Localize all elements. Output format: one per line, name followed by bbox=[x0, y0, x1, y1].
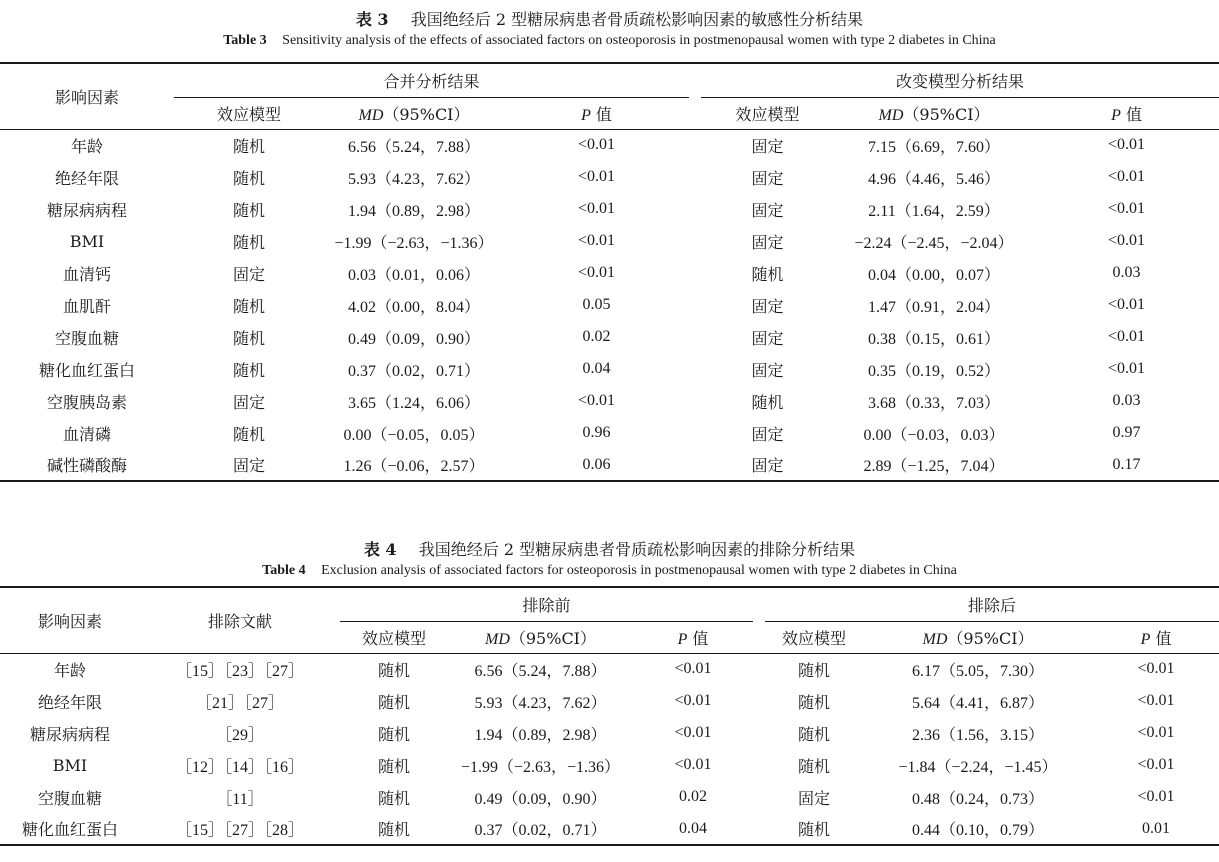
table4-title-cn: 我国绝经后 2 型糖尿病患者骨质疏松影响因素的排除分析结果 bbox=[418, 540, 856, 559]
excluded-refs-cell: ［15］［23］［27］ bbox=[140, 653, 340, 685]
table3-header-model2: 效应模型 bbox=[735, 104, 800, 124]
md-ci-cell: 1.94（0.89，2.98） bbox=[474, 726, 607, 744]
factor-cell: 空腹胰岛素 bbox=[46, 392, 127, 412]
factor-cell: 碱性磷酸酶 bbox=[0, 449, 174, 481]
p-value-cell: <0.01 bbox=[577, 168, 616, 185]
md-ci-cell: 0.44（0.10，0.79） bbox=[863, 813, 1093, 845]
table-row bbox=[0, 257, 1219, 289]
md-ci-cell: 0.38（0.15，0.61） bbox=[868, 330, 1001, 348]
model-cell: 随机 bbox=[798, 756, 831, 776]
factor-cell: 空腹血糖 bbox=[37, 788, 102, 808]
p-value-cell: 0.03 bbox=[1112, 264, 1141, 281]
md-ci-cell: 6.56（5.24，7.88） bbox=[324, 129, 504, 161]
md-ci-cell: −2.24（−2.45，−2.04） bbox=[854, 234, 1014, 252]
md-ci-cell: −1.99（−2.63，−1.36） bbox=[334, 234, 494, 252]
table4-header-md2: MD（95%CI） bbox=[922, 628, 1034, 648]
model-cell: 随机 bbox=[751, 264, 784, 284]
model-cell: 随机 bbox=[751, 392, 784, 412]
md-ci-cell: 0.49（0.09，0.90） bbox=[347, 330, 480, 348]
p-value-cell: <0.01 bbox=[1137, 788, 1175, 805]
table4-number: 表 4 bbox=[363, 540, 397, 559]
p-value-cell: <0.01 bbox=[674, 724, 712, 741]
model-cell: 固定 bbox=[232, 264, 265, 284]
table3-header-factor: 影响因素 bbox=[0, 63, 174, 129]
table3-caption bbox=[0, 10, 1219, 50]
table3-title-en: Sensitivity analysis of the effects of associated factors on osteoporosis in postmenopausal women with type 2 diabetes in China bbox=[282, 33, 996, 48]
p-value-cell: 0.02 bbox=[679, 788, 707, 805]
md-ci-cell: 2.11（1.64，2.59） bbox=[868, 202, 1000, 220]
factor-cell: BMI bbox=[69, 231, 105, 251]
table-row bbox=[0, 749, 1219, 781]
md-ci-cell: 1.94（0.89，2.98） bbox=[347, 202, 480, 220]
md-ci-cell: 0.49（0.09，0.90） bbox=[474, 790, 607, 808]
md-ci-cell: 7.15（6.69，7.60） bbox=[834, 129, 1034, 161]
p-value-cell: <0.01 bbox=[674, 692, 712, 709]
table4-header-model1: 效应模型 bbox=[361, 628, 426, 648]
table4-header-excluded-refs: 排除文献 bbox=[140, 587, 340, 653]
excluded-refs-cell: ［21］［27］ bbox=[195, 694, 284, 712]
table3-header-group1: 合并分析结果 bbox=[174, 63, 689, 97]
model-cell: 随机 bbox=[232, 168, 265, 188]
factor-cell: 绝经年限 bbox=[54, 168, 119, 188]
model-cell: 随机 bbox=[232, 232, 265, 252]
model-cell: 随机 bbox=[765, 653, 863, 685]
factor-cell: 血清钙 bbox=[62, 264, 111, 284]
table4-header-model2: 效应模型 bbox=[782, 628, 847, 648]
table-row bbox=[0, 417, 1219, 449]
p-value-cell: 0.05 bbox=[582, 296, 611, 313]
md-ci-cell: 5.64（4.41，6.87） bbox=[912, 694, 1045, 712]
model-cell: 随机 bbox=[377, 788, 410, 808]
table3-number: 表 3 bbox=[355, 10, 389, 29]
model-cell: 随机 bbox=[340, 653, 448, 685]
model-cell: 固定 bbox=[701, 129, 834, 161]
table-row bbox=[0, 813, 1219, 845]
p-value-cell: <0.01 bbox=[577, 392, 616, 409]
model-cell: 固定 bbox=[751, 168, 784, 188]
md-ci-cell: 2.36（1.56，3.15） bbox=[912, 726, 1045, 744]
table-row bbox=[0, 717, 1219, 749]
model-cell: 固定 bbox=[232, 392, 265, 412]
md-ci-cell: −1.84（−2.24，−1.45） bbox=[898, 758, 1058, 776]
table4-header-p2: P 值 bbox=[1140, 628, 1172, 648]
table-row bbox=[0, 353, 1219, 385]
factor-cell: 空腹血糖 bbox=[54, 328, 119, 348]
table4-caption bbox=[0, 540, 1219, 580]
p-value-cell: <0.01 bbox=[1034, 129, 1219, 161]
table-row bbox=[0, 193, 1219, 225]
model-cell: 随机 bbox=[377, 692, 410, 712]
table4-header-factor: 影响因素 bbox=[0, 587, 140, 653]
table-row bbox=[0, 449, 1219, 481]
md-ci-cell: 0.48（0.24，0.73） bbox=[912, 790, 1045, 808]
md-ci-cell: 5.93（4.23，7.62） bbox=[474, 694, 607, 712]
md-ci-cell: 1.47（0.91，2.04） bbox=[868, 298, 1001, 316]
p-value-cell: <0.01 bbox=[577, 264, 616, 281]
factor-cell: 糖尿病病程 bbox=[29, 724, 110, 744]
p-value-cell: 0.96 bbox=[582, 424, 611, 441]
model-cell: 随机 bbox=[232, 360, 265, 380]
table-row bbox=[0, 385, 1219, 417]
p-value-cell: <0.01 bbox=[1108, 360, 1146, 377]
model-cell: 随机 bbox=[765, 813, 863, 845]
p-value-cell: 0.01 bbox=[1093, 813, 1219, 845]
p-value-cell: <0.01 bbox=[1137, 756, 1175, 773]
model-cell: 固定 bbox=[751, 424, 784, 444]
factor-cell: 血肌酐 bbox=[62, 296, 111, 316]
p-value-cell: <0.01 bbox=[633, 653, 753, 685]
p-value-cell: <0.01 bbox=[577, 200, 616, 217]
model-cell: 固定 bbox=[798, 788, 831, 808]
md-ci-cell: 0.35（0.19，0.52） bbox=[868, 362, 1001, 380]
p-value-cell: <0.01 bbox=[1093, 653, 1219, 685]
p-value-cell: 0.97 bbox=[1112, 424, 1141, 441]
model-cell: 固定 bbox=[751, 200, 784, 220]
factor-cell: 年龄 bbox=[0, 653, 140, 685]
model-cell: 随机 bbox=[232, 200, 265, 220]
p-value-cell: 0.02 bbox=[582, 328, 611, 345]
table-row bbox=[0, 653, 1219, 685]
table4-header-p1: P 值 bbox=[677, 628, 709, 648]
md-ci-cell: 1.26（−0.06，2.57） bbox=[324, 449, 504, 481]
table3-header-p1: P 值 bbox=[581, 104, 612, 124]
model-cell: 固定 bbox=[751, 328, 784, 348]
model-cell: 随机 bbox=[340, 813, 448, 845]
table3-header-md1: MD（95%CI） bbox=[358, 104, 470, 124]
excluded-refs-cell: ［11］ bbox=[216, 790, 264, 808]
table-row bbox=[0, 225, 1219, 257]
table-row bbox=[0, 129, 1219, 161]
table-row bbox=[0, 161, 1219, 193]
model-cell: 随机 bbox=[174, 129, 324, 161]
table3-title-cn: 我国绝经后 2 型糖尿病患者骨质疏松影响因素的敏感性分析结果 bbox=[410, 10, 864, 29]
model-cell: 随机 bbox=[377, 724, 410, 744]
model-cell: 固定 bbox=[751, 296, 784, 316]
md-ci-cell: 6.17（5.05，7.30） bbox=[863, 653, 1093, 685]
table3 bbox=[0, 62, 1219, 482]
factor-cell: 绝经年限 bbox=[37, 692, 102, 712]
md-ci-cell: −1.99（−2.63，−1.36） bbox=[460, 758, 621, 776]
table3-number-en: Table 3 bbox=[223, 33, 267, 48]
table3-header-group2: 改变模型分析结果 bbox=[701, 63, 1219, 97]
md-ci-cell: 0.00（−0.05，0.05） bbox=[343, 426, 485, 444]
md-ci-cell: 2.89（−1.25，7.04） bbox=[834, 449, 1034, 481]
excluded-refs-cell: ［15］［27］［28］ bbox=[140, 813, 340, 845]
model-cell: 随机 bbox=[232, 424, 265, 444]
p-value-cell: <0.01 bbox=[1108, 296, 1146, 313]
md-ci-cell: 4.02（0.00，8.04） bbox=[347, 298, 480, 316]
model-cell: 固定 bbox=[701, 449, 834, 481]
excluded-refs-cell: ［12］［14］［16］ bbox=[175, 758, 304, 776]
table3-header-model1: 效应模型 bbox=[216, 104, 281, 124]
factor-cell: 糖化血红蛋白 bbox=[0, 813, 140, 845]
p-value-cell: <0.01 bbox=[1108, 328, 1146, 345]
factor-cell: 糖尿病病程 bbox=[46, 200, 127, 220]
md-ci-cell: 4.96（4.46，5.46） bbox=[868, 170, 1001, 188]
table4 bbox=[0, 586, 1219, 846]
p-value-cell: <0.01 bbox=[577, 232, 616, 249]
model-cell: 固定 bbox=[174, 449, 324, 481]
factor-cell: 血清磷 bbox=[62, 424, 111, 444]
table-row bbox=[0, 781, 1219, 813]
md-ci-cell: 5.93（4.23，7.62） bbox=[347, 170, 480, 188]
model-cell: 固定 bbox=[751, 232, 784, 252]
table3-header-md2: MD（95%CI） bbox=[878, 104, 990, 124]
md-ci-cell: 0.37（0.02，0.71） bbox=[347, 362, 480, 380]
p-value-cell: <0.01 bbox=[1108, 232, 1146, 249]
factor-cell: 糖化血红蛋白 bbox=[38, 360, 135, 380]
table-row bbox=[0, 321, 1219, 353]
p-value-cell: <0.01 bbox=[1137, 724, 1175, 741]
excluded-refs-cell: ［29］ bbox=[215, 726, 264, 744]
md-ci-cell: 3.68（0.33，7.03） bbox=[868, 394, 1001, 412]
md-ci-cell: 0.04（0.00，0.07） bbox=[868, 266, 1001, 284]
model-cell: 固定 bbox=[751, 360, 784, 380]
table4-title-en: Exclusion analysis of associated factors for osteoporosis in postmenopausal women with type 2 diabetes in China bbox=[321, 563, 957, 578]
model-cell: 随机 bbox=[232, 296, 265, 316]
p-value-cell: <0.01 bbox=[1108, 200, 1146, 217]
model-cell: 随机 bbox=[377, 756, 410, 776]
p-value-cell: 0.06 bbox=[504, 449, 689, 481]
model-cell: 随机 bbox=[232, 328, 265, 348]
md-ci-cell: 3.65（1.24，6.06） bbox=[347, 394, 480, 412]
model-cell: 随机 bbox=[798, 724, 831, 744]
table4-number-en: Table 4 bbox=[262, 563, 306, 578]
table4-header-group2: 排除后 bbox=[765, 587, 1219, 621]
p-value-cell: <0.01 bbox=[1137, 692, 1175, 709]
p-value-cell: <0.01 bbox=[674, 756, 712, 773]
factor-cell: BMI bbox=[52, 755, 88, 775]
table-row bbox=[0, 685, 1219, 717]
p-value-cell: 0.03 bbox=[1112, 392, 1141, 409]
p-value-cell: 0.04 bbox=[582, 360, 611, 377]
md-ci-cell: 0.03（0.01，0.06） bbox=[347, 266, 480, 284]
table3-header-p2: P 值 bbox=[1111, 104, 1142, 124]
p-value-cell: 0.04 bbox=[633, 813, 753, 845]
md-ci-cell: 0.00（−0.03，0.03） bbox=[863, 426, 1005, 444]
md-ci-cell: 6.56（5.24，7.88） bbox=[448, 653, 633, 685]
p-value-cell: 0.17 bbox=[1034, 449, 1219, 481]
md-ci-cell: 0.37（0.02，0.71） bbox=[448, 813, 633, 845]
model-cell: 随机 bbox=[798, 692, 831, 712]
factor-cell: 年龄 bbox=[0, 129, 174, 161]
p-value-cell: <0.01 bbox=[504, 129, 689, 161]
table-row bbox=[0, 289, 1219, 321]
p-value-cell: <0.01 bbox=[1108, 168, 1146, 185]
table4-header-group1: 排除前 bbox=[340, 587, 753, 621]
table4-header-md1: MD（95%CI） bbox=[484, 628, 597, 648]
